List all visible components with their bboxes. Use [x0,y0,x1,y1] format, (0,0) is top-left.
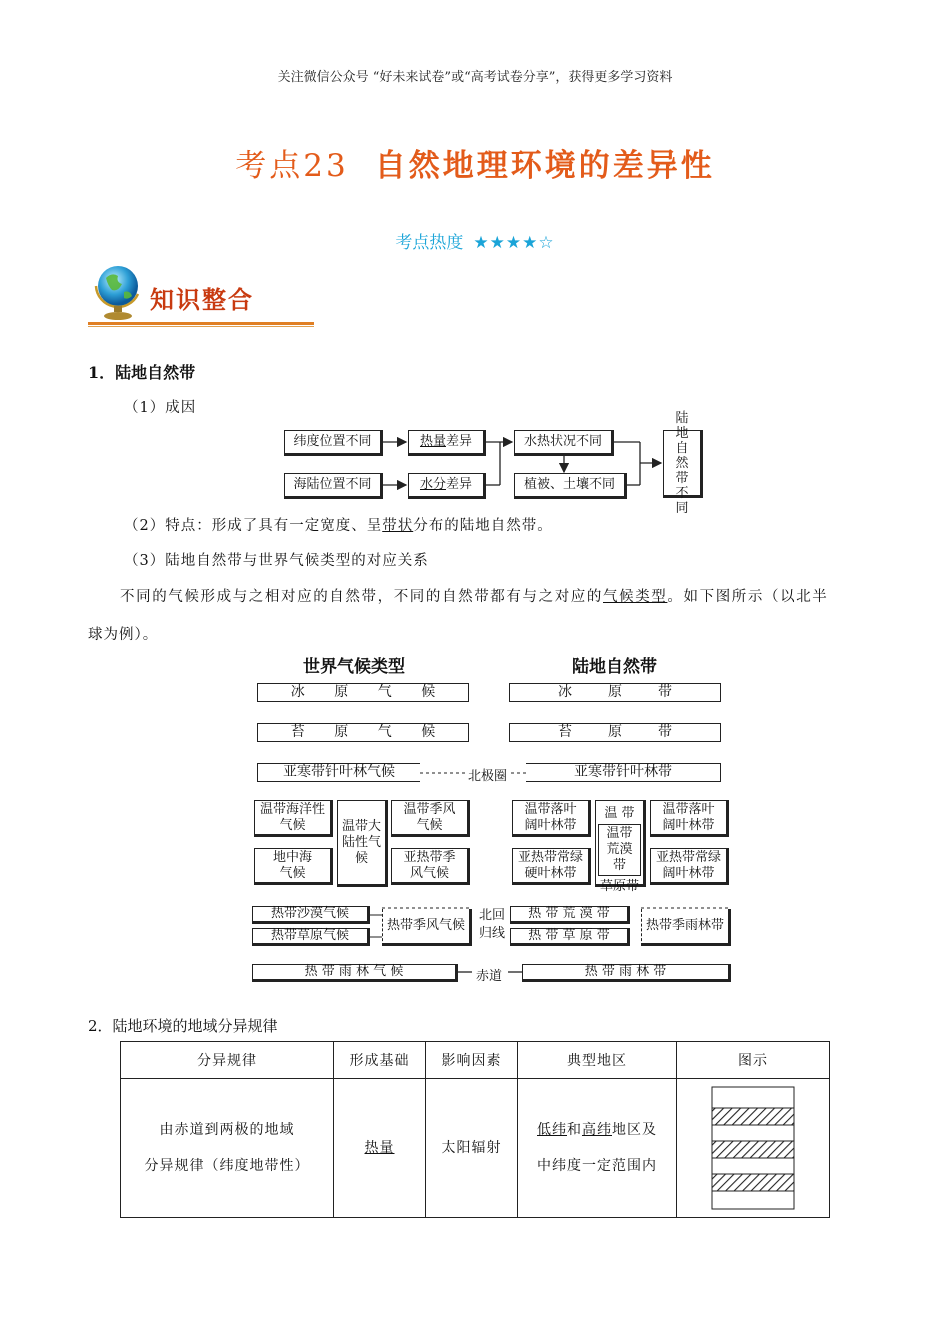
flow-heat-word: 热量 [419,434,446,449]
tropical-monsoon-climate: 热带季风气候 [382,909,472,946]
star-rating-icon: ★★★★☆ [473,233,555,253]
tropic-of-cancer-label: 北回归线 [476,907,508,943]
badge-label: 知识整合 [150,286,254,314]
evergreen-broadleaf-zone: 亚热带常绿阔叶林带 [650,848,729,885]
ice-r-0: 冰 [558,684,572,700]
temperate-oceanic-climate: 温带海洋性气候 [254,800,333,837]
section-heading-1: 1．陆地自然带 [88,363,196,382]
tropical-rainforest-zone: 热 带 雨 林 带 [522,964,731,982]
ice-l-2: 气 [377,684,392,700]
region-low-lat: 低纬 [537,1122,567,1138]
region-line-2: 中纬度一定范围内 [537,1158,657,1174]
subtropical-monsoon-climate: 亚热带季风气候 [391,848,470,885]
arctic-circle-label: 北极圈 [468,765,507,784]
flow-box-latitude: 纬度位置不同 [284,430,383,456]
title-text: 自然地理环境的差异性 [374,148,715,184]
region-tail: 地区及 [612,1122,657,1138]
temperate-monsoon-climate: 温带季风气候 [391,800,470,837]
table-row [121,1079,830,1218]
region-line-1 [519,1112,675,1148]
ice-l-0: 冰 [290,684,305,700]
factor-cell: 太阳辐射 [426,1079,518,1218]
tropical-savanna-climate: 热带草原气候 [252,928,370,946]
ice-r-2: 带 [658,684,672,700]
equator-label: 赤道 [476,965,502,984]
law-cell [121,1079,334,1218]
sub-heading-cause: （1）成因 [124,400,197,416]
title-number: 考点23 [235,148,349,184]
tundra-l-2: 气 [377,724,392,740]
law-line-2: 分异规律（纬度地带性） [144,1158,310,1174]
tundra-l-1: 原 [334,724,349,740]
table-header-row [121,1042,830,1079]
flow-heat-suffix: 差异 [446,434,473,449]
para-post: 。如下图所示（以北半 [667,589,829,605]
para-pre: 不同的气候形成与之相对应的自然带，不同的自然带都有与之对应的 [120,589,603,605]
para-underline: 气候类型 [603,589,668,605]
table-header: 分异规律 [121,1042,334,1079]
temperate-zone-label: 温 带 [604,806,635,821]
tundra-l-0: 苔 [290,724,305,740]
mediterranean-climate: 地中海气候 [254,848,333,885]
tundra-r-0: 苔 [558,724,572,740]
zonation-table [120,1041,830,1218]
basis-value: 热量 [364,1140,395,1156]
tropical-rainforest-climate: 热 带 雨 林 气 候 [252,964,458,982]
tropical-desert-zone: 热 带 荒 漠 带 [510,906,630,924]
feature-underline: 带状 [382,518,414,534]
temperate-continental-climate: 温带大陆性气候 [337,800,388,887]
flow-box-natural-zone: 陆地自然带不同 [663,430,703,498]
steppe-zone: 草原带 [599,879,639,894]
flow-water-word: 水分 [419,477,446,492]
tundra-r-1: 原 [608,724,622,740]
flow-box-vegetation: 植被、土壤不同 [514,473,627,499]
deciduous-forest-zone-left: 温带落叶阔叶林带 [512,800,591,837]
table-header: 形成基础 [334,1042,426,1079]
tundra-r-2: 带 [658,724,672,740]
table-header: 典型地区 [518,1042,677,1079]
table-header: 图示 [677,1042,830,1079]
ice-l-1: 原 [334,684,349,700]
heat-label: 考点热度 [395,233,464,253]
flow-box-land-sea: 海陆位置不同 [284,473,383,499]
region-and: 和 [567,1122,582,1138]
figure-left-title: 世界气候类型 [303,657,405,677]
tropical-savanna-zone: 热 带 草 原 带 [510,928,630,946]
subarctic-climate: 亚寒带针叶林气候 [257,763,420,782]
law-line-1: 由赤道到两极的地域 [159,1122,295,1138]
sub-heading-relation: （3）陆地自然带与世界气候类型的对应关系 [124,553,429,569]
tropical-desert-climate: 热带沙漠气候 [252,906,370,924]
deciduous-forest-zone-right: 温带落叶阔叶林带 [650,800,729,837]
basis-cell [334,1079,426,1218]
subarctic-zone: 亚寒带针叶林带 [526,763,721,782]
tropical-monsoon-forest-zone: 热带季雨林带 [641,909,731,946]
table-header: 影响因素 [426,1042,518,1079]
flow-water-suffix: 差异 [446,477,473,492]
figure-right-title: 陆地自然带 [572,657,657,677]
feature-pre: （2）特点：形成了具有一定宽度、呈 [124,518,383,534]
flow-box-water-heat: 水热状况不同 [514,430,614,456]
feature-post: 分布的陆地自然带。 [413,518,553,534]
region-cell [518,1079,677,1218]
temperate-desert-zone: 温带荒漠带 [598,824,641,876]
relation-paragraph-line2: 球为例）。 [88,627,159,643]
section-heading-2: 2．陆地环境的地域分异规律 [88,1017,278,1035]
tundra-l-3: 候 [421,724,436,740]
latitudinal-zonation-diagram [711,1086,795,1210]
sclerophyll-forest-zone: 亚热带常绿硬叶林带 [512,848,591,885]
header-note: 关注微信公众号 “好未来试卷”或“高考试卷分享”，获得更多学习资料 [277,70,673,85]
ice-l-3: 候 [421,684,436,700]
region-high-lat: 高纬 [582,1122,612,1138]
temperate-dry-column [595,800,646,894]
diagram-cell [677,1079,830,1218]
ice-r-1: 原 [608,684,622,700]
